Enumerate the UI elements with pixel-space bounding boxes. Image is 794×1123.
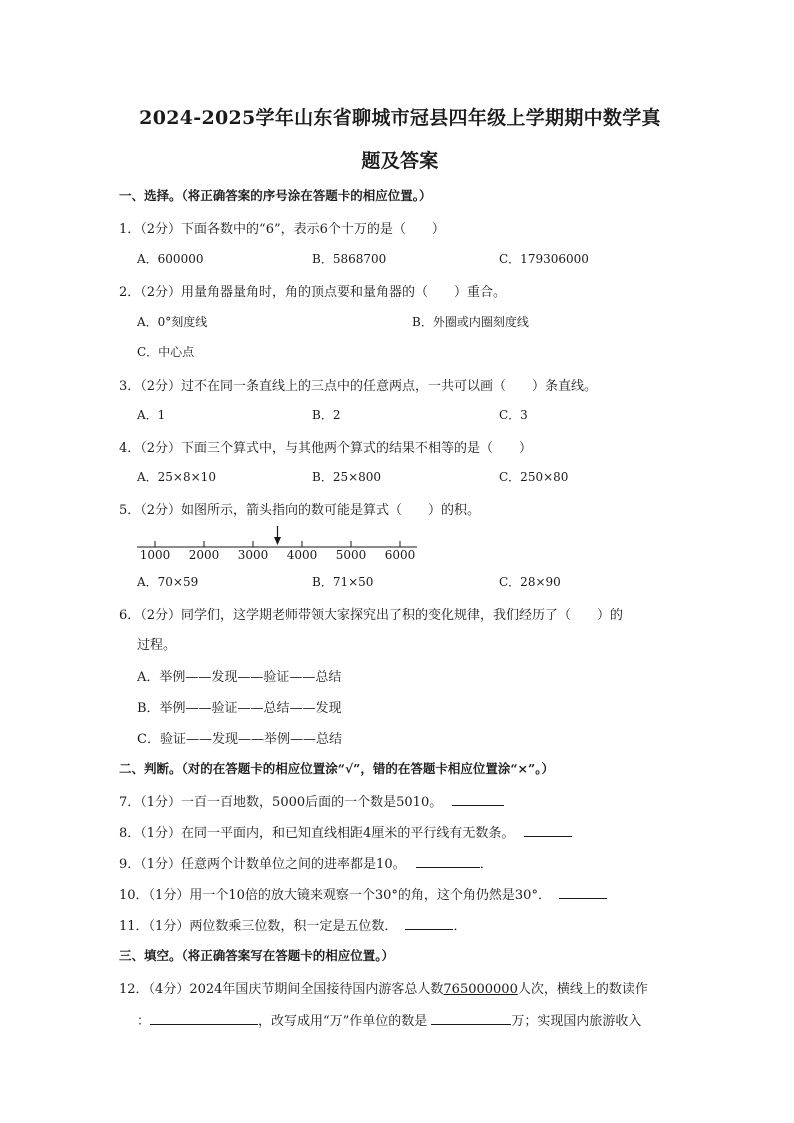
question-8-text: 8．（1分）在同一平面内，和已知直线相距4厘米的平行线有无数条。	[119, 826, 515, 841]
question-2-stem: 2．（2分）用量角器量角时，角的顶点要和量角器的（ ）重合。	[119, 285, 507, 300]
question-10-answer-blank	[559, 886, 607, 899]
section-3-heading: 三、填空。（将正确答案写在答题卡的相应位置。）	[119, 948, 395, 963]
question-12-reading-blank	[150, 1012, 258, 1025]
question-1-stem: 1．（2分）下面各数中的“6”，表示6个十万的是（ ）	[119, 222, 445, 237]
number-line-tick-label: 4000	[286, 548, 318, 562]
question-12-post: 人次，横线上的数读作	[517, 982, 648, 997]
question-4-option-a: A．25×8×10	[137, 470, 216, 484]
question-11-answer-blank	[405, 917, 453, 930]
question-3-option-a: A．1	[137, 408, 166, 422]
question-12-line-2	[137, 1010, 641, 1029]
number-line-figure	[135, 520, 435, 570]
question-1-option-b: B．5868700	[312, 252, 387, 266]
question-12-line2-mid: ，改写成用“万”作单位的数是	[258, 1014, 428, 1029]
question-6-stem: 6．（2分）同学们，这学期老师带领大家探究出了积的变化规律，我们经历了（ ）的	[119, 608, 624, 623]
number-line-tick-label: 5000	[335, 548, 367, 562]
page-title-line-1: 2024-2025学年山东省聊城市冠县四年级上学期期中数学真	[139, 107, 661, 129]
question-11-tail: ．	[453, 919, 467, 934]
question-12-line-1	[119, 978, 648, 997]
question-5-option-c: C．28×90	[499, 575, 561, 589]
question-8	[119, 822, 572, 841]
question-6-stem-continued: 过程。	[137, 638, 177, 653]
question-6-option-c: C．验证——发现——举例——总结	[137, 732, 342, 747]
question-2-option-c: C．中心点	[137, 345, 195, 359]
question-4-stem: 4．（2分）下面三个算式中，与其他两个算式的结果不相等的是（ ）	[119, 441, 533, 456]
number-line-tick-label: 1000	[139, 548, 171, 562]
question-8-answer-blank	[524, 824, 572, 837]
question-2-option-b: B．外圈或内圈刻度线	[412, 315, 529, 329]
question-12-wan-blank	[431, 1012, 511, 1025]
question-12-line2-post: 万；实现国内旅游收入	[511, 1014, 642, 1029]
question-10-text: 10．（1分）用一个10倍的放大镜来观察一个30°的角，这个角仍然是30°．	[119, 888, 551, 903]
section-1-heading: 一、选择。（将正确答案的序号涂在答题卡的相应位置。）	[119, 188, 432, 203]
question-1-option-a: A．600000	[137, 252, 204, 266]
question-9-answer-blank	[416, 855, 480, 868]
question-3-stem: 3．（2分）过不在同一条直线上的三点中的任意两点，一共可以画（ ）条直线。	[119, 379, 598, 394]
question-12-underlined-number: 765000000	[443, 982, 518, 997]
question-12-pre: 12．（4分）2024年国庆节期间全国接待国内游客总人数	[119, 982, 444, 997]
question-5-stem: 5．（2分）如图所示，箭头指向的数可能是算式（ ）的积。	[119, 503, 481, 518]
question-9-tail: ．	[479, 857, 493, 872]
question-7-text: 7．（1分）一百一百地数，5000后面的一个数是5010。	[119, 795, 443, 810]
question-7	[119, 791, 504, 810]
question-3-option-b: B．2	[312, 408, 341, 422]
question-9-text: 9．（1分）任意两个计数单位之间的进率都是10。	[119, 857, 406, 872]
question-6-option-b: B．举例——验证——总结——发现	[137, 701, 342, 716]
question-5-option-b: B．71×50	[312, 575, 374, 589]
question-4-option-b: B．25×800	[312, 470, 382, 484]
number-line-tick-label: 3000	[237, 548, 269, 562]
number-line-tick-label: 2000	[188, 548, 220, 562]
question-5-option-a: A．70×59	[137, 575, 199, 589]
number-line-arrow-head	[274, 537, 281, 545]
page-title-line-2: 题及答案	[361, 150, 439, 172]
question-6-option-a: A．举例——发现——验证——总结	[137, 670, 342, 685]
question-4-option-c: C．250×80	[499, 470, 569, 484]
question-2-option-a: A．0°刻度线	[137, 315, 208, 329]
question-9	[119, 853, 493, 872]
question-7-answer-blank	[452, 793, 504, 806]
number-line-tick-label: 6000	[384, 548, 416, 562]
question-11	[119, 915, 466, 934]
section-2-heading: 二、判断。（对的在答题卡的相应位置涂“√”，错的在答题卡相应位置涂“×”。）	[119, 761, 554, 776]
question-11-text: 11．（1分）两位数乘三位数，积一定是五位数．	[119, 919, 398, 934]
question-10	[119, 884, 607, 903]
question-1-option-c: C．179306000	[499, 252, 589, 266]
question-3-option-c: C．3	[499, 408, 528, 422]
question-12-line2-pre: ：	[137, 1014, 151, 1029]
